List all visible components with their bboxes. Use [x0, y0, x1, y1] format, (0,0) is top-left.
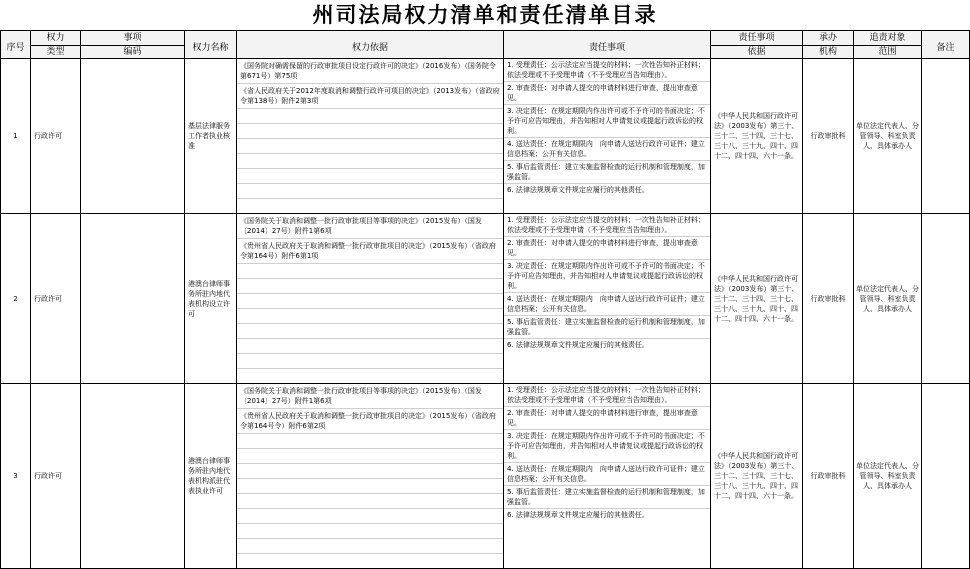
row-duty-items	[504, 59, 711, 214]
row-power-basis	[237, 384, 504, 569]
row-note	[922, 384, 970, 569]
duty-item: 5. 事后监管责任：建立实施监督检查的运行机制和管理制度，加强监管。	[504, 161, 710, 184]
duty-item: 5. 事后监管责任：建立实施监督检查的运行机制和管理制度，加强监管。	[504, 316, 710, 339]
row-power-name: 基层法律服务工作者执业核准	[185, 59, 237, 214]
basis-item: 《贵州省人民政府关于取消和调整一批行政审批项目的决定》（2015发布）（省政府令第164号令）附件6第2项	[237, 409, 503, 434]
row-duty-items	[504, 214, 711, 384]
basis-item	[237, 479, 503, 494]
header-org-2: 机构	[803, 46, 854, 59]
power-list-table	[0, 30, 970, 569]
basis-item	[237, 434, 503, 449]
duty-item: 3. 决定责任：在规定期限内作出许可或不予许可的书面决定；不予许可应告知理由，并告知相对人申请复议或提起行政诉讼的权利。	[504, 430, 710, 463]
header-scope-2: 范围	[854, 46, 922, 59]
duty-item: 2. 审查责任：对申请人提交的申请材料进行审查，提出审查意见。	[504, 237, 710, 260]
basis-item	[237, 169, 503, 184]
basis-item: 《省人民政府关于2012年度取消和调整行政许可项目的决定》（2013发布）（省政府令第138号）附件2第3项	[237, 84, 503, 109]
row-org: 行政审批科	[803, 59, 854, 214]
header-duty-basis-2: 依据	[711, 46, 803, 59]
basis-item	[237, 464, 503, 479]
header-item-code-2: 编码	[81, 46, 185, 59]
row-power-type: 行政许可	[31, 59, 81, 214]
row-power-name: 港澳台律师事务所驻内地代表机构设立许可	[185, 214, 237, 384]
row-item-code	[81, 214, 185, 384]
header-duty-basis-1: 责任事项	[711, 31, 803, 46]
basis-item	[237, 449, 503, 464]
basis-item	[237, 354, 503, 369]
header-duty-items: 责任事项	[504, 31, 711, 59]
basis-item: 《贵州省人民政府关于取消和调整一批行政审批项目的决定》（2015发布）（省政府令第164号）附件6第1项	[237, 239, 503, 264]
row-duty-basis: 《中华人民共和国行政许可法》（2003发布）第三十、三十二、三十四、三十七、三十八、三十九、四十、四十二、四十四、六十一条。	[711, 59, 803, 214]
duty-item: 2. 审查责任：对申请人提交的申请材料进行审查，提出审查意见。	[504, 407, 710, 430]
basis-item	[237, 509, 503, 524]
header-item-code-1: 事项	[81, 31, 185, 46]
basis-item	[237, 294, 503, 309]
basis-item: 《国务院关于取消和调整一批行政审批项目等事项的决定》（2015发布）（国发〔2014〕27号）附件1第6项	[237, 384, 503, 409]
row-org: 行政审批科	[803, 384, 854, 569]
basis-item	[237, 139, 503, 154]
header-org-1: 承办	[803, 31, 854, 46]
basis-item	[237, 264, 503, 279]
duty-item: 6. 法律法规规章文件规定应履行的其他责任。	[507, 511, 649, 519]
row-duty-basis: 《中华人民共和国行政许可法》（2003发布）第三十、三十二、三十四、三十七、三十八、三十九、四十、四十二、四十四、六十一条。	[711, 214, 803, 384]
duty-item: 6. 法律法规规章文件规定应履行的其他责任。	[507, 341, 649, 349]
page-title: 州司法局权力清单和责任清单目录	[312, 2, 658, 27]
header-power-name: 权力名称	[185, 31, 237, 59]
basis-item: 《国务院关于取消和调整一批行政审批项目等事项的决定》（2015发布）（国发〔2014〕27号）附件1第6项	[237, 214, 503, 239]
row-item-code	[81, 384, 185, 569]
duty-item: 5. 事后监管责任：建立实施监督检查的运行机制和管理制度，加强监管。	[504, 486, 710, 509]
row-duty-basis: 《中华人民共和国行政许可法》（2003发布）第三十、三十二、三十四、三十七、三十八、三十九、四十、四十二、四十四、六十一条。	[711, 384, 803, 569]
basis-item	[237, 279, 503, 294]
row-power-basis	[237, 214, 504, 384]
duty-item: 1. 受理责任：公示法定应当提交的材料；一次性告知补正材料；依法受理或不予受理申请（不予受理应当告知理由）。	[504, 59, 710, 82]
basis-item	[237, 524, 503, 539]
duty-item: 2. 审查责任：对申请人提交的申请材料进行审查，提出审查意见。	[504, 82, 710, 105]
row-seq: 1	[1, 59, 31, 214]
basis-item	[237, 154, 503, 169]
row-power-name: 港澳台律师事务所驻内地代表机构派驻代表执业许可	[185, 384, 237, 569]
row-duty-items	[504, 384, 711, 569]
row-scope: 单位法定代表人、分管领导、科室负责人、具体承办人	[854, 59, 922, 214]
duty-item: 1. 受理责任：公示法定应当提交的材料；一次性告知补正材料；依法受理或不予受理申请（不予受理应当告知理由）。	[504, 384, 710, 407]
header-power-type-2: 类型	[31, 46, 81, 59]
basis-item: 《国务院对确需保留的行政审批项目设定行政许可的决定》（2016发布）（国务院令第671号）第75项	[237, 59, 503, 84]
header-seq: 序号	[1, 31, 31, 59]
header-power-basis: 权力依据	[237, 31, 504, 59]
row-seq: 2	[1, 214, 31, 384]
duty-item: 4. 送达责任：在规定期限内 向申请人送达行政许可证件；建立信息档案；公开有关信息。	[504, 293, 710, 316]
row-power-type: 行政许可	[31, 384, 81, 569]
row-note	[922, 214, 970, 384]
header-power-type-1: 权力	[31, 31, 81, 46]
basis-item	[237, 539, 503, 554]
row-seq: 3	[1, 384, 31, 569]
basis-item	[237, 124, 503, 139]
row-power-type: 行政许可	[31, 214, 81, 384]
duty-item: 3. 决定责任：在规定期限内作出许可或不予许可的书面决定；不予许可应告知理由，并告知相对人申请复议或提起行政诉讼的权利。	[504, 105, 710, 138]
row-power-basis	[237, 59, 504, 214]
duty-item: 4. 送达责任：在规定期限内 向申请人送达行政许可证件；建立信息档案；公开有关信息。	[504, 138, 710, 161]
duty-item: 4. 送达责任：在规定期限内 向申请人送达行政许可证件；建立信息档案；公开有关信息。	[504, 463, 710, 486]
table-row	[1, 384, 970, 569]
table-row	[1, 59, 970, 214]
duty-item: 1. 受理责任：公示法定应当提交的材料；一次性告知补正材料；依法受理或不予受理申请（不予受理应当告知理由）。	[504, 214, 710, 237]
basis-item	[237, 339, 503, 354]
header-note: 备注	[922, 31, 970, 59]
basis-item	[237, 199, 503, 213]
basis-item	[237, 324, 503, 339]
row-scope: 单位法定代表人、分管领导、科室负责人、具体承办人	[854, 214, 922, 384]
row-note	[922, 59, 970, 214]
table-row	[1, 214, 970, 384]
basis-item	[237, 369, 503, 383]
basis-item	[237, 109, 503, 124]
row-scope: 单位法定代表人、分管领导、科室负责人、具体承办人	[854, 384, 922, 569]
basis-item	[237, 554, 503, 568]
header-scope-1: 追责对象	[854, 31, 922, 46]
basis-item	[237, 494, 503, 509]
basis-item	[237, 309, 503, 324]
row-org: 行政审批科	[803, 214, 854, 384]
duty-item: 6. 法律法规规章文件规定应履行的其他责任。	[507, 186, 649, 194]
basis-item	[237, 184, 503, 199]
row-item-code	[81, 59, 185, 214]
duty-item: 3. 决定责任：在规定期限内作出许可或不予许可的书面决定；不予许可应告知理由，并告知相对人申请复议或提起行政诉讼的权利。	[504, 260, 710, 293]
